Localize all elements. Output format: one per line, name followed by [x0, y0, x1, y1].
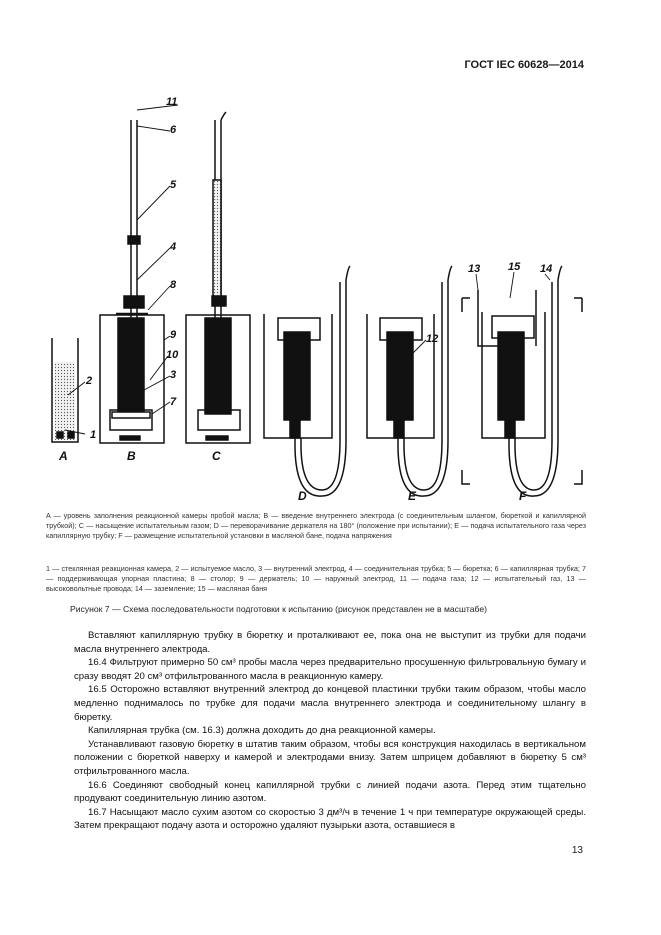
callout-1: 1 [90, 429, 97, 441]
callout-2: 2 [86, 375, 93, 387]
callout-5: 5 [170, 179, 177, 191]
panel-f-assembly [462, 266, 582, 496]
panel-label-e: E [408, 489, 417, 503]
paragraph: 16.5 Осторожно вставляют внутренний электрод до концевой пластинки трубки таким образом, чтобы масло медленно поднималось по трубке для подачи масла внутреннего электрода и соединительному шлангу в бюретку. [74, 684, 586, 723]
panel-label-c: C [212, 449, 221, 463]
panel-label-a: A [59, 449, 68, 463]
panel-label-f: F [519, 489, 527, 503]
standard-header: ГОСТ IEC 60628—2014 [464, 59, 584, 71]
panel-label-b: B [127, 449, 136, 463]
callout-12: 12 [426, 333, 439, 345]
paragraph: 16.6 Соединяют свободный конец капиллярной трубки с линией подачи азота. Перед этим тщательно продувают соединительную линию азотом. [74, 779, 586, 805]
callout-14: 14 [540, 263, 553, 275]
figure-legend-steps: A — уровень заполнения реакционной камеры пробой масла; B — введение внутреннего электрода (с соединительным шлангом, бюреткой и капиллярной трубкой); C — насыщение испытательным газом; D — переворачивание держателя на 180° (положение при испытании); E — подача испытательного газа через капиллярную трубку; F — размещение испытательной установки в масляной бане, подача напряжения [46, 511, 586, 540]
callout-4: 4 [170, 241, 177, 253]
callout-7: 7 [170, 396, 177, 408]
panel-label-d: D [298, 489, 307, 503]
figure-legend-parts: 1 — стеклянная реакционная камера, 2 — испытуемое масло, 3 — внутренний электрод, 4 — соединительная трубка; 5 — бюретка; 6 — капиллярная трубка; 7 — поддерживающая упорная пластина; 8 — столор; 9 — держатель; 10 — наружный электрод, 11 — подача газа; 12 — испытательный газ, 13 — высоковольтные провода; 14 — заземление; 15 — масляная баня [46, 564, 586, 593]
callout-13: 13 [468, 263, 481, 275]
panel-c-assembly [186, 112, 250, 443]
paragraph: Капиллярная трубка (см. 16.3) должна доходить до дна реакционной камеры. [88, 725, 436, 737]
callout-9: 9 [170, 329, 177, 341]
callout-15: 15 [508, 261, 521, 273]
callout-11: 11 [166, 96, 178, 108]
callout-6: 6 [170, 124, 177, 136]
panel-e-assembly [367, 266, 452, 496]
panel-d-assembly [264, 266, 350, 496]
callout-3: 3 [170, 369, 177, 381]
page-number: 13 [571, 845, 583, 856]
panel-b-assembly [100, 120, 164, 443]
callout-8: 8 [170, 279, 177, 291]
paragraph: 16.7 Насыщают масло сухим азотом со скоростью 3 дм³/ч в течение 1 ч при температуре окружающей среды. Затем прекращают подачу азота и осторожно удаляют пузырьки азота, оставшиеся в [74, 806, 586, 832]
figure-caption: Рисунок 7 — Схема последовательности подготовки к испытанию (рисунок представлен не в масштабе) [70, 604, 487, 614]
paragraph: 16.4 Фильтруют примерно 50 см³ пробы масла через предварительно просушенную фильтровальную бумагу и сразу вводят 20 см³ отфильтрованного масла в реакционную камеру. [74, 657, 586, 682]
paragraph: Вставляют капиллярную трубку в бюретку и проталкивают ее, пока она не выступит из трубки для подачи масла внутреннего электрода. [74, 630, 586, 655]
body-text [74, 629, 586, 833]
callout-10: 10 [166, 349, 179, 361]
paragraph: Устанавливают газовую бюретку в штатив таким образом, чтобы вся конструкция находилась в вертикальном положении с бюреткой наверху и камерой и электродами внизу. Затем шприцем добавляют в бюретку 5 см³ отфильтрованного масла. [74, 738, 586, 777]
